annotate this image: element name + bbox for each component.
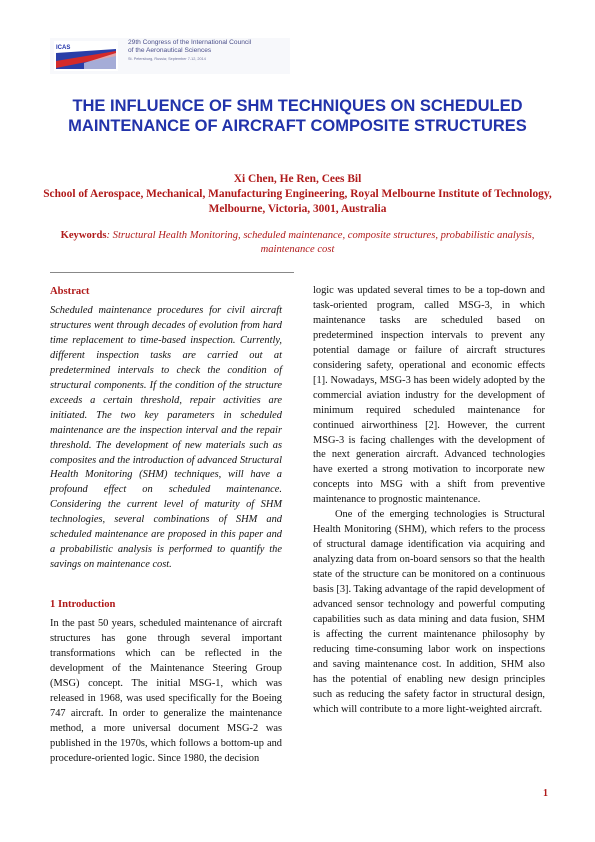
left-column <box>50 285 282 767</box>
author-affiliation: School of Aerospace, Mechanical, Manufacturing Engineering, Royal Melbourne Institute of Technology, Melbourne, Victoria, 3001, Australia <box>43 188 552 215</box>
icas-logo-icon <box>54 41 118 71</box>
conference-line-1: 29th Congress of the International Council <box>128 39 252 46</box>
abstract-heading: Abstract <box>50 286 90 297</box>
introduction-paragraph-2: One of the emerging technologies is Structural Health Monitoring (SHM), which refers to the process of structural damage identification via acquiring and analyzing data from on-board sensors so that the health state of the structure can be monitored on a continuous basis [3]. Taking advantage of the rapid development of advanced sensor technology and powerful computing capabilities such as data mining and data fusion, SHM is affecting the current maintenance philosophy by reducing time-consuming labor work on inspections and saving maintenance cost. In addition, SHM also has the potential of enabling new design principles such as reducing the safety factor in structural design, which will contribute to a more light-weighted aircraft. <box>313 509 545 715</box>
header-divider <box>50 272 294 273</box>
conference-line-3: St. Petersburg, Russia; September 7-12, 2014 <box>128 56 206 61</box>
author-block <box>30 172 565 217</box>
keywords <box>40 229 555 256</box>
right-column <box>313 284 545 718</box>
author-names: Xi Chen, He Ren, Cees Bil <box>233 173 362 185</box>
conference-info <box>128 39 298 63</box>
paper-title: THE INFLUENCE OF SHM TECHNIQUES ON SCHEDULED MAINTENANCE OF AIRCRAFT COMPOSITE STRUCTURES <box>68 97 527 135</box>
introduction-paragraph-1-continued: logic was updated several times to be a top-down and task-oriented program, called MSG-3, in which maintenance tasks are scheduled based on predetermined inspection intervals to prevent any potential damage or failure of aircraft structures considering safety, operational and economic effects [1]. Nowadays, MSG-3 has been widely adopted by the commercial aviation industry for the development of minimum required scheduled maintenance for continued airworthiness [2]. However, the current MSG-3 is facing challenges with the development of the next generation aircraft. Advanced technologies have exerted a strong motivation to incorporate new concepts into MSG with a shift from preventive maintenance to prognostic maintenance. <box>313 285 545 506</box>
page-number: 1 <box>543 788 548 799</box>
keywords-values: : Structural Health Monitoring, scheduled maintenance, composite structures, probabilistic analysis, maintenance cost <box>106 230 535 255</box>
keywords-label: Keywords <box>60 230 107 241</box>
abstract-text: Scheduled maintenance procedures for civil aircraft structures went through decades of evolution from hard time replacement to time-based inspection. Currently, different inspection tasks are carried out at predetermined intervals to check the condition of structural components. If the condition of the structure exceeds a certain threshold, repair activities are initiated. The two key parameters in scheduled maintenance are the inspection interval and the repair threshold. The development of new materials such as composites and the introduction of advanced Structural Health Monitoring (SHM) techniques, will have a profound effect on scheduled maintenance. Considering the current level of maturity of SHM technologies, several combinations of SHM and scheduled maintenance are proposed in this paper and a probabilistic analysis is performed to quantify the savings on maintenance cost. <box>50 305 282 571</box>
logo-text: ICAS <box>56 45 71 51</box>
introduction-paragraph-1: In the past 50 years, scheduled maintenance of aircraft structures has gone through several important transformations which can be reflected in the development of the Maintenance Steering Group (MSG) concept. The initial MSG-1, which was released in 1968, was used specifically for the Boeing 747 aircraft. In order to generalize the maintenance method, a more universal document MSG-2 was published in the 1970s, which follows a bottom-up and procedure-oriented logic. Since 1980, the decision <box>50 618 282 764</box>
conference-line-2: of the Aeronautical Sciences <box>128 47 212 55</box>
introduction-heading: 1 Introduction <box>50 599 116 611</box>
conference-header <box>50 38 290 74</box>
